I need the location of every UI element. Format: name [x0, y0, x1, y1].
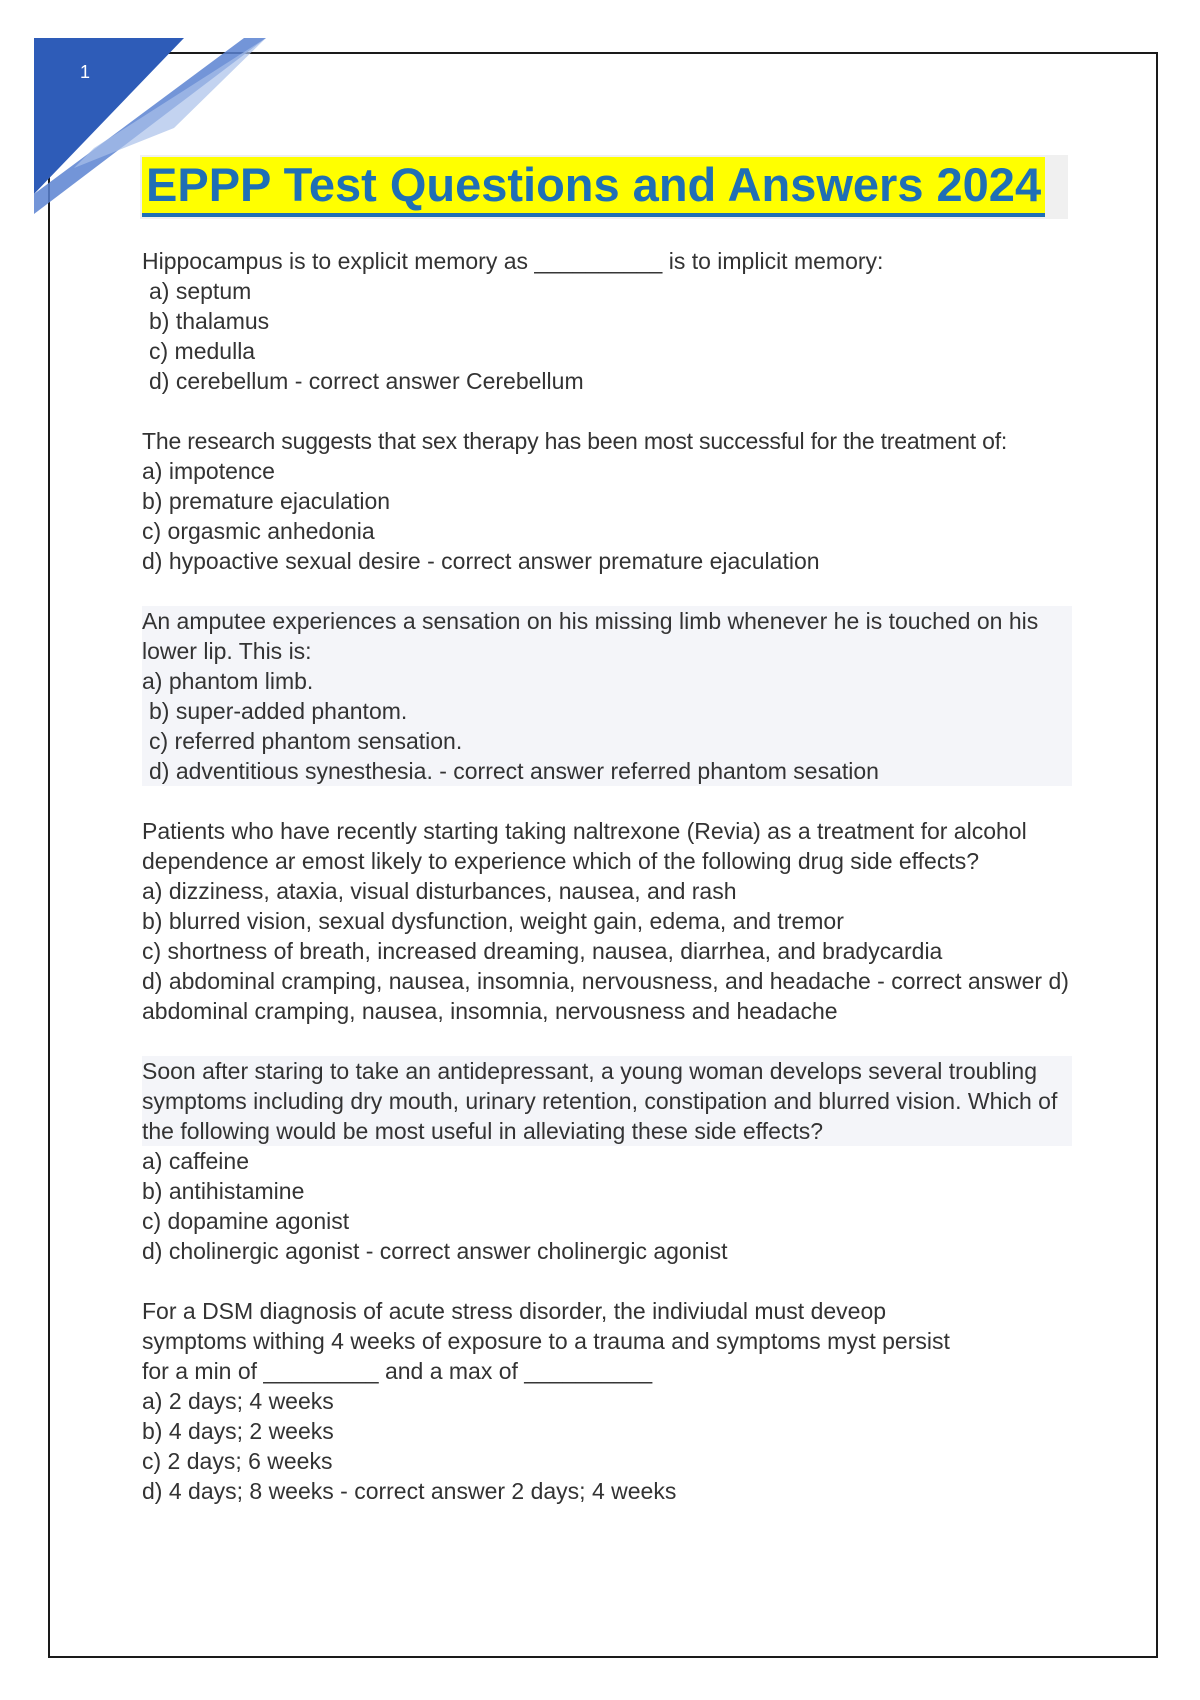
- answer-option: b) thalamus: [149, 308, 270, 334]
- answer-option: c) referred phantom sensation.: [142, 726, 1072, 756]
- answer-option-correct: d) hypoactive sexual desire - correct answer premature ejaculation: [142, 548, 820, 574]
- answer-option-correct: d) 4 days; 8 weeks - correct answer 2 days; 4 weeks: [142, 1478, 677, 1504]
- page-title: EPPP Test Questions and Answers 2024: [142, 157, 1045, 217]
- answer-option: a) dizziness, ataxia, visual disturbances, nausea, and rash: [142, 878, 737, 904]
- question-text: An amputee experiences a sensation on his missing limb whenever he is touched on his lower lip. This is:: [142, 606, 1072, 666]
- answer-option: b) blurred vision, sexual dysfunction, weight gain, edema, and tremor: [142, 908, 844, 934]
- answer-option: b) super-added phantom.: [142, 696, 1072, 726]
- question-text: Soon after staring to take an antidepressant, a young woman develops several troubling symptoms including dry mouth, urinary retention, constipation and blurred vision. Which of the following would be most useful in alleviating these side effects?: [142, 1056, 1072, 1146]
- answer-option: b) premature ejaculation: [142, 488, 391, 514]
- answer-option: a) impotence: [142, 458, 275, 484]
- answer-option: a) 2 days; 4 weeks: [142, 1388, 334, 1414]
- question-text: Hippocampus is to explicit memory as __________ is to implicit memory:: [142, 248, 884, 274]
- answer-option: c) orgasmic anhedonia: [142, 518, 375, 544]
- answer-option: c) shortness of breath, increased dreaming, nausea, diarrhea, and bradycardia: [142, 938, 943, 964]
- answer-option: a) phantom limb.: [142, 666, 1072, 696]
- answer-option: b) antihistamine: [142, 1178, 305, 1204]
- question-item: [142, 426, 1072, 576]
- question-text: The research suggests that sex therapy has been most successful for the treatment of:: [142, 428, 1008, 454]
- answer-option: a) septum: [149, 278, 252, 304]
- question-item: [142, 1296, 1072, 1506]
- question-text: For a DSM diagnosis of acute stress disorder, the indiviudal must deveop symptoms withing 4 weeks of exposure to a trauma and symptoms myst persist for a min of _________ and a max of __________: [142, 1298, 950, 1384]
- question-text: Patients who have recently starting taking naltrexone (Revia) as a treatment for alcohol dependence ar emost likely to experience which of the following drug side effects?: [142, 818, 1027, 874]
- answer-option: c) medulla: [149, 338, 256, 364]
- question-item: [142, 246, 1072, 396]
- question-list: [142, 246, 1072, 1536]
- answer-option-correct: d) adventitious synesthesia. - correct answer referred phantom sesation: [142, 756, 1072, 786]
- answer-option-correct: d) cerebellum - correct answer Cerebellum: [149, 368, 584, 394]
- answer-option-correct: d) abdominal cramping, nausea, insomnia, nervousness, and headache - correct answer d) abdominal cramping, nausea, insomnia, nervousness and headache: [142, 968, 1069, 1024]
- answer-option: c) dopamine agonist: [142, 1208, 350, 1234]
- answer-option: a) caffeine: [142, 1148, 249, 1174]
- answer-option: b) 4 days; 2 weeks: [142, 1418, 334, 1444]
- question-item: [142, 606, 1072, 786]
- question-item: [142, 1056, 1072, 1266]
- answer-option: c) 2 days; 6 weeks: [142, 1448, 333, 1474]
- page-number: 1: [80, 62, 91, 82]
- answer-option-correct: d) cholinergic agonist - correct answer cholinergic agonist: [142, 1238, 728, 1264]
- question-item: [142, 816, 1072, 1026]
